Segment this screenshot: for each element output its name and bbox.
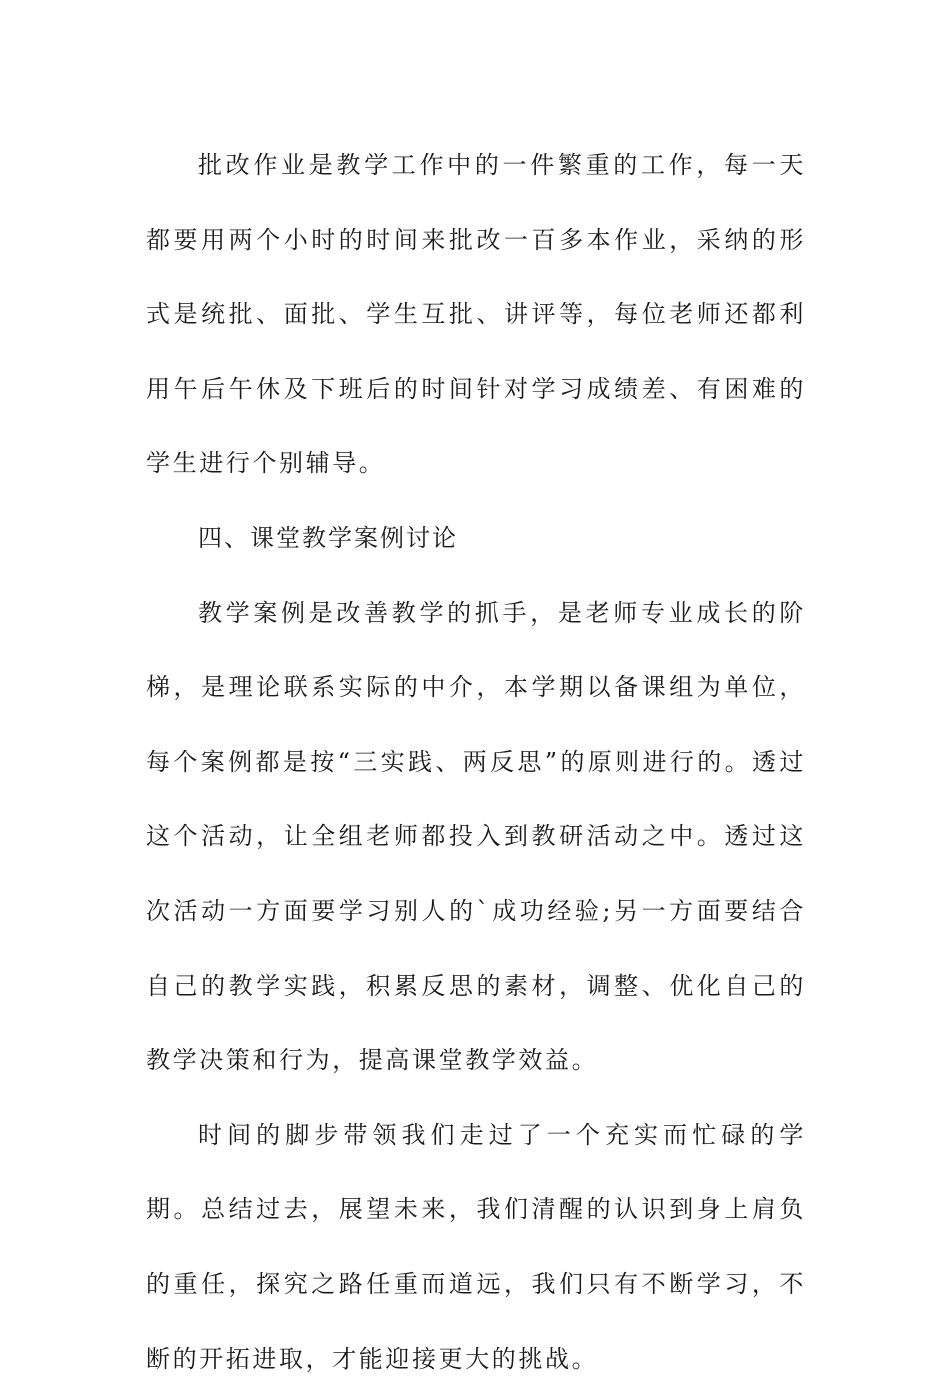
section-heading-case-discussion: 四、课堂教学案例讨论 <box>198 523 458 552</box>
document-body <box>146 128 806 1396</box>
paragraph-teaching-cases: 教学案例是改善教学的抓手，是老师专业成长的阶梯，是理论联系实际的中介，本学期以备课组为单位，每个案例都是按“三实践、两反思”的原则进行的。透过这个活动，让全组老师都投入到教研活动之中。透过这次活动一方面要学习别人的`成功经验;另一方面要结合自己的教学实践，积累反思的素材，调整、优化自己的教学决策和行为，提高课堂教学效益。 <box>146 598 806 1075</box>
paragraph-homework-grading: 批改作业是教学工作中的一件繁重的工作，每一天都要用两个小时的时间来批改一百多本作业，采纳的形式是统批、面批、学生互批、讲评等，每位老师还都利用午后午休及下班后的时间针对学习成绩差、有困难的学生进行个别辅导。 <box>146 151 806 478</box>
paragraph-conclusion: 时间的脚步带领我们走过了一个充实而忙碌的学期。总结过去，展望未来，我们清醒的认识到身上肩负的重任，探究之路任重而道远，我们只有不断学习，不断的开拓进取，才能迎接更大的挑战。 <box>146 1120 806 1373</box>
